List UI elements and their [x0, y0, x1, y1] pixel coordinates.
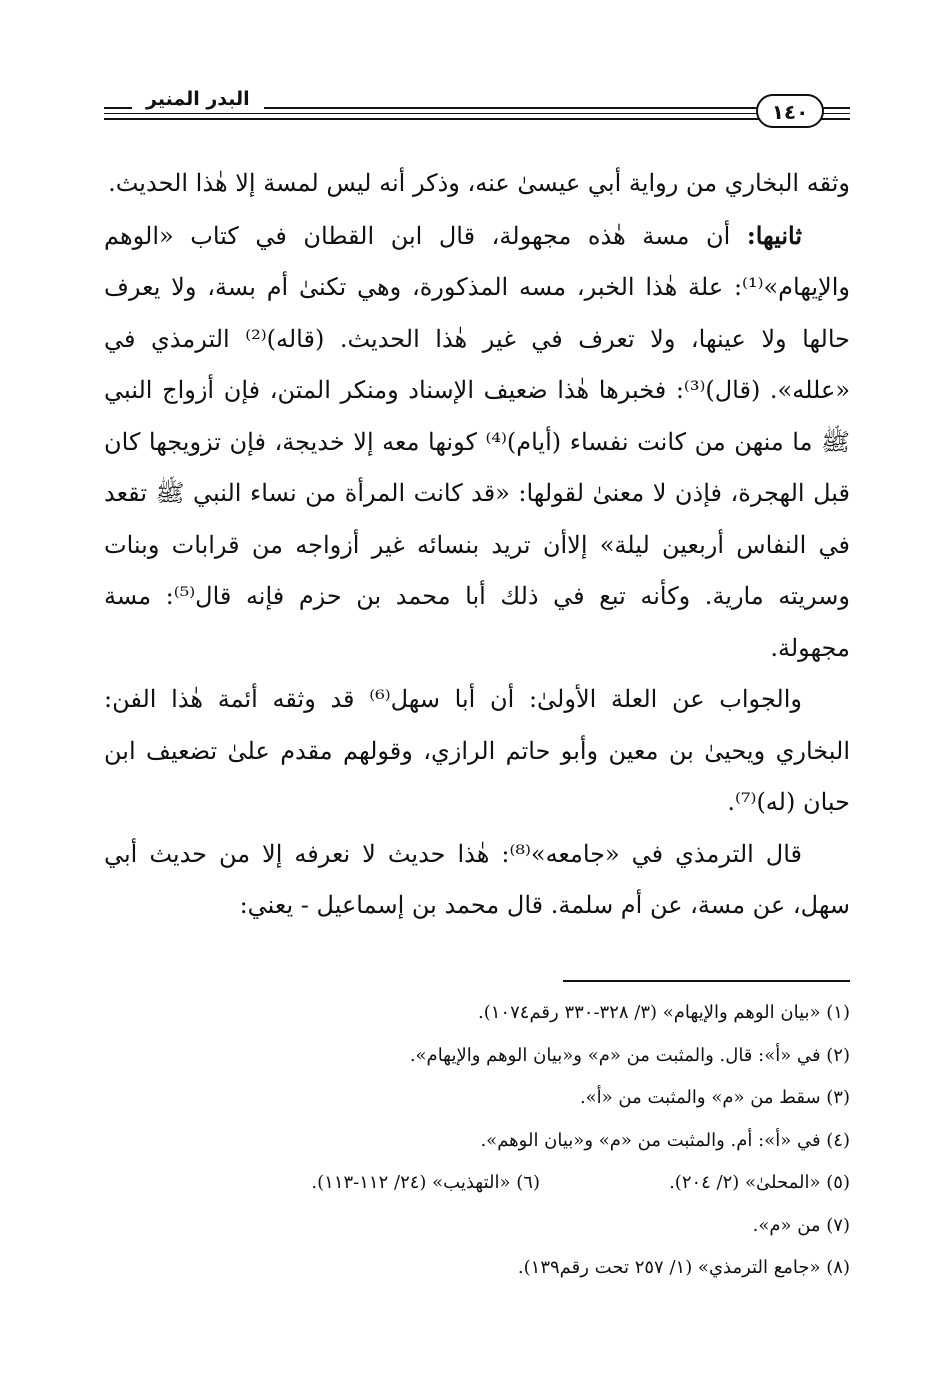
footnote: (٢) في «أ»: قال. والمثبت من «م» و«بيان الوهم والإيهام».: [409, 1044, 850, 1066]
footnote: (٤) في «أ»: أم. والمثبت من «م» و«بيان الوهم».: [480, 1129, 850, 1151]
main-text: [104, 158, 850, 932]
footnote-row: [104, 1162, 850, 1205]
footnote: (٨) «جامع الترمذي» (١/ ٢٥٧ تحت رقم١٣٩).: [517, 1257, 850, 1278]
footnote: (٥) «المحلىٰ» (٢/ ٢٠٤).: [669, 1172, 850, 1193]
paragraph: والجواب عن العلة الأولىٰ: أن أبا سهل⁽⁶⁾ قد وثقه أئمة هٰذا الفن: البخاري ويحيىٰ بن معين وأبو حاتم الرازي، وقولهم مقدم علىٰ تضعيف ابن حبان (له)⁽⁷⁾.: [104, 685, 850, 816]
footnote: (١) «بيان الوهم والإيهام» (٣/ ٣٢٨-٣٣٠ رقم١٠٧٤).: [478, 1002, 850, 1023]
page-number: ١٤٠: [756, 94, 824, 128]
section-label: ثانيها:: [746, 220, 802, 250]
paragraph: قال الترمذي في «جامعه»⁽⁸⁾: هٰذا حديث لا نعرفه إلا من حديث أبي سهل، عن مسة، عن أم سلمة. قال محمد بن إسماعيل - يعني:: [104, 839, 850, 919]
footnotes: [104, 992, 850, 1290]
paragraph-text: أن مسة هٰذه مجهولة، قال ابن القطان في كتاب «الوهم والإيهام»⁽¹⁾: علة هٰذا الخبر، مسه المذكورة، وهي تكنىٰ أم بسة، ولا يعرف حالها ولا عينها، ولا تعرف في غير هٰذا الحديث. (قاله)⁽²⁾ الترمذي في «علله». (قال)⁽³⁾: فخبرها هٰذا ضعيف الإسناد ومنكر المتن، فإن أزواج النبي ﷺ ما منهن من كانت نفساء (أيام)⁽⁴⁾ كونها معه إلا خديجة، فإن تزويجها كان قبل الهجرة، فإذن لا معنىٰ لقولها: «قد كانت المرأة من نساء النبي ﷺ تقعد في النفاس أربعين ليلة» إلاأن تريد بنسائه غير أزواجه من قرابات وبنات وسريته مارية. وكأنه تبع في ذلك أبا محمد بن حزم فإنه قال⁽⁵⁾: مسة مجهولة.: [104, 221, 851, 662]
footnote-separator: [563, 980, 850, 982]
header-rule: [104, 113, 850, 114]
footnote: (٣) سقط من «م» والمثبت من «أ».: [579, 1087, 850, 1108]
paragraph: وثقه البخاري من رواية أبي عيسىٰ عنه، وذكر أنه ليس لمسة إلا هٰذا الحديث.: [108, 169, 850, 197]
paragraph: [104, 210, 850, 675]
running-title: البدر المنير: [132, 86, 264, 112]
header-rule: [104, 118, 850, 120]
page-header: [104, 86, 850, 132]
footnote: (٧) من «م».: [752, 1214, 850, 1236]
footnote: (٦) «التهذيب» (٢٤/ ١١٢-١١٣).: [311, 1172, 540, 1193]
